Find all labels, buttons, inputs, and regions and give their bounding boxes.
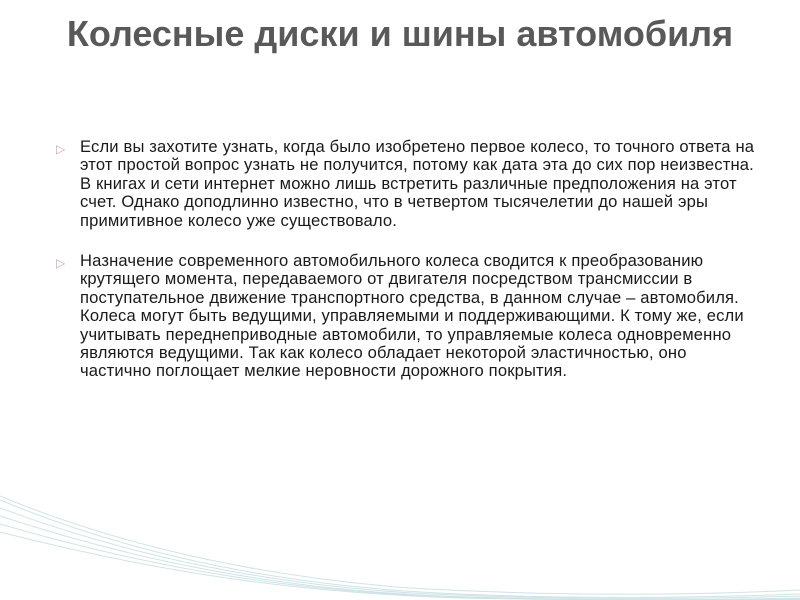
decorative-swoosh-lines [0, 490, 800, 600]
hollow-arrow-bullet-icon: ▷ [56, 256, 66, 271]
slide-title: Колесные диски и шины автомобиля [66, 13, 734, 54]
hollow-arrow-bullet-icon: ▷ [56, 142, 66, 156]
slide-content [56, 138, 756, 403]
bullet-item [56, 252, 756, 381]
bullet-item [56, 138, 756, 230]
bullet-text: Назначение современного автомобильного колеса сводится к преобразованию крутящего момента, передаваемого от двигателя посредством трансмиссии в поступательное движение транспортного средства, в данном случае – автомобиля. Колеса могут быть ведущими, управляемыми и поддерживающими. К тому же, если учитывать переднеприводные автомобили, то управляемые колеса одновременно являются ведущими. Так как колесо обладает некоторой эластичностью, оно частично поглощает мелкие неровности дорожного покрытия. [80, 251, 744, 381]
bullet-text: Если вы захотите узнать, когда было изобретено первое колесо, то точного ответа на этот простой вопрос узнать не получится, потому как дата эта до сих пор неизвестна. В книгах и сети интернет можно лишь встретить различные предположения на этот счет. Однако доподлинно известно, что в четвертом тысячелетии до нашей эры примитивное колесо уже существовало. [80, 137, 755, 230]
